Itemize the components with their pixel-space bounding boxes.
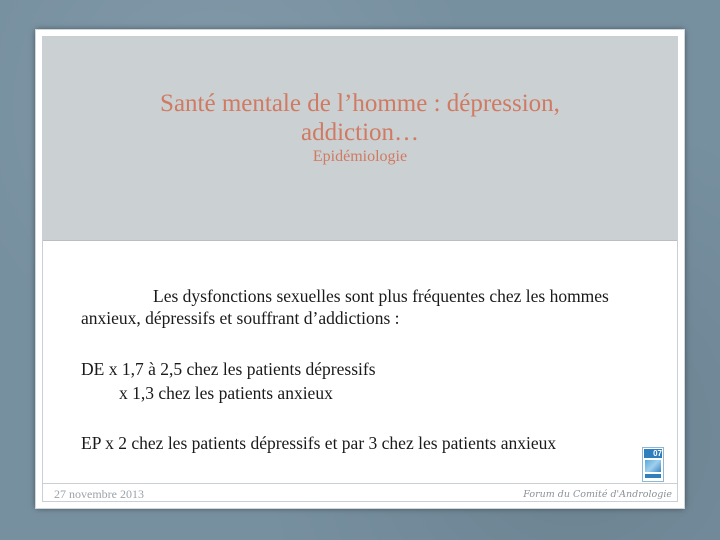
footer-divider xyxy=(42,483,678,484)
anxiety-line: x 1,3 chez les patients anxieux xyxy=(119,383,333,403)
slide xyxy=(36,30,684,508)
intro-paragraph xyxy=(81,285,641,329)
footer-date: 27 novembre 2013 xyxy=(54,487,144,501)
slide-content xyxy=(42,36,678,502)
forum-logo-icon xyxy=(642,447,664,482)
intro-text: Les dysfonctions sexuelles sont plus fréquentes chez les hommes anxieux, dépressifs et souffrant d’addictions : xyxy=(81,286,609,328)
slide-title xyxy=(63,89,657,167)
footer-forum: Forum du Comité d'Andrologie xyxy=(523,489,672,500)
title-line-1: Santé mentale de l’homme : dépression, xyxy=(160,90,560,117)
logo-year: 07 xyxy=(644,449,662,458)
title-line-2: addiction… xyxy=(300,119,420,146)
title-band xyxy=(43,37,677,241)
ep-line: EP x 2 chez les patients dépressifs et par 3 chez les patients anxieux xyxy=(81,433,557,453)
slide-subtitle: Epidémiologie xyxy=(312,148,408,165)
de-line: DE x 1,7 à 2,5 chez les patients dépressifs xyxy=(81,359,376,379)
